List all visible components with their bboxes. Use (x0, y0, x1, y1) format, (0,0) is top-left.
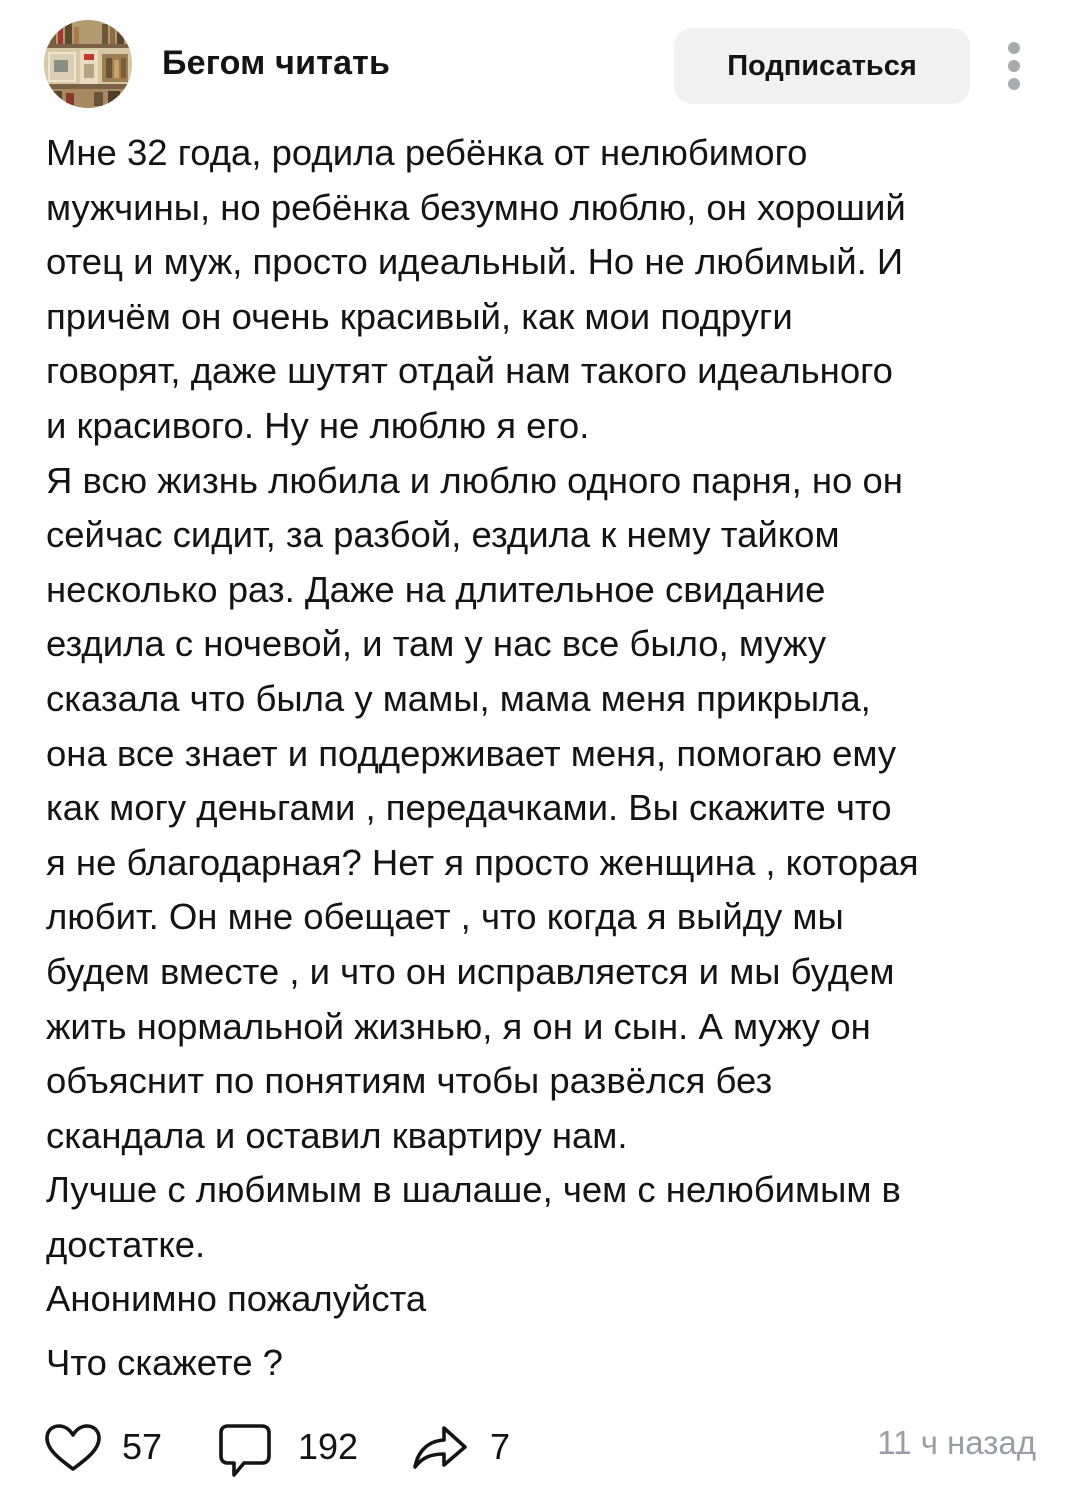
post-body (46, 126, 1046, 1327)
vertical-dots-icon (1008, 60, 1020, 72)
post-line: Лучше с любимым в шалаше, чем с нелюбимым в (46, 1169, 901, 1211)
subscribe-button[interactable]: Подписаться (674, 28, 970, 104)
more-options-button[interactable] (999, 40, 1029, 92)
bookshelf-avatar-icon (44, 20, 132, 108)
share-arrow-icon (412, 1423, 468, 1473)
post-line: жить нормальной жизнью, я он и сын. А мужу он (46, 1005, 871, 1047)
post-line: говорят, даже шутят отдай нам такого идеального (46, 350, 893, 392)
comment-bubble-icon (218, 1423, 272, 1479)
post-line: Я всю жизнь любила и люблю одного парня, но он (46, 459, 903, 501)
post-line: объяснит по понятиям чтобы развёлся без (46, 1060, 773, 1102)
post-line: будем вместе , и что он исправляется и мы будем (46, 950, 895, 992)
vertical-dots-icon (1008, 78, 1020, 90)
post-line: ездила с ночевой, и там у нас все было, мужу (46, 623, 827, 665)
post-line: Мне 32 года, родила ребёнка от нелюбимого (46, 132, 808, 173)
post-line: как могу деньгами , передачками. Вы скажите что (46, 787, 892, 829)
likes-count: 57 (122, 1426, 163, 1467)
post-timestamp: 11 ч назад (877, 1424, 1036, 1461)
post-line: и красивого. Ну не люблю я его. (46, 404, 590, 446)
vertical-dots-icon (1008, 42, 1020, 54)
post-line: она все знает и поддерживает меня, помогаю ему (46, 732, 897, 774)
shares-count: 7 (490, 1426, 511, 1467)
post-line: я не благодарная? Нет я просто женщина , которая (46, 841, 919, 883)
post-line: сказала что была у мамы, мама меня прикрыла, (46, 677, 871, 719)
post-line: мужчины, но ребёнка безумно люблю, он хороший (46, 186, 906, 228)
post-line: Анонимно пожалуйста (46, 1278, 427, 1320)
post-line: причём он очень красивый, как мои подруги (46, 295, 793, 337)
like-button[interactable] (44, 1408, 174, 1488)
post-line: отец и муж, просто идеальный. Но не любимый. И (46, 241, 904, 283)
post-line: скандала и оставил квартиру нам. (46, 1114, 628, 1156)
post-footer (44, 1408, 1036, 1488)
comments-count: 192 (298, 1426, 359, 1467)
post-question: Что скажете ? (46, 1342, 283, 1383)
channel-name[interactable]: Бегом читать (162, 44, 391, 82)
post-line: сейчас сидит, за разбой, ездила к нему тайком (46, 514, 840, 556)
post-line: любит. Он мне обещает , что когда я выйду мы (46, 896, 844, 938)
share-button[interactable] (412, 1408, 522, 1488)
post-header (44, 20, 1044, 112)
comments-button[interactable] (218, 1408, 388, 1488)
heart-icon (44, 1423, 102, 1473)
post-line: достатке. (46, 1223, 206, 1265)
channel-avatar[interactable] (44, 20, 132, 108)
post-line: несколько раз. Даже на длительное свидание (46, 568, 826, 610)
